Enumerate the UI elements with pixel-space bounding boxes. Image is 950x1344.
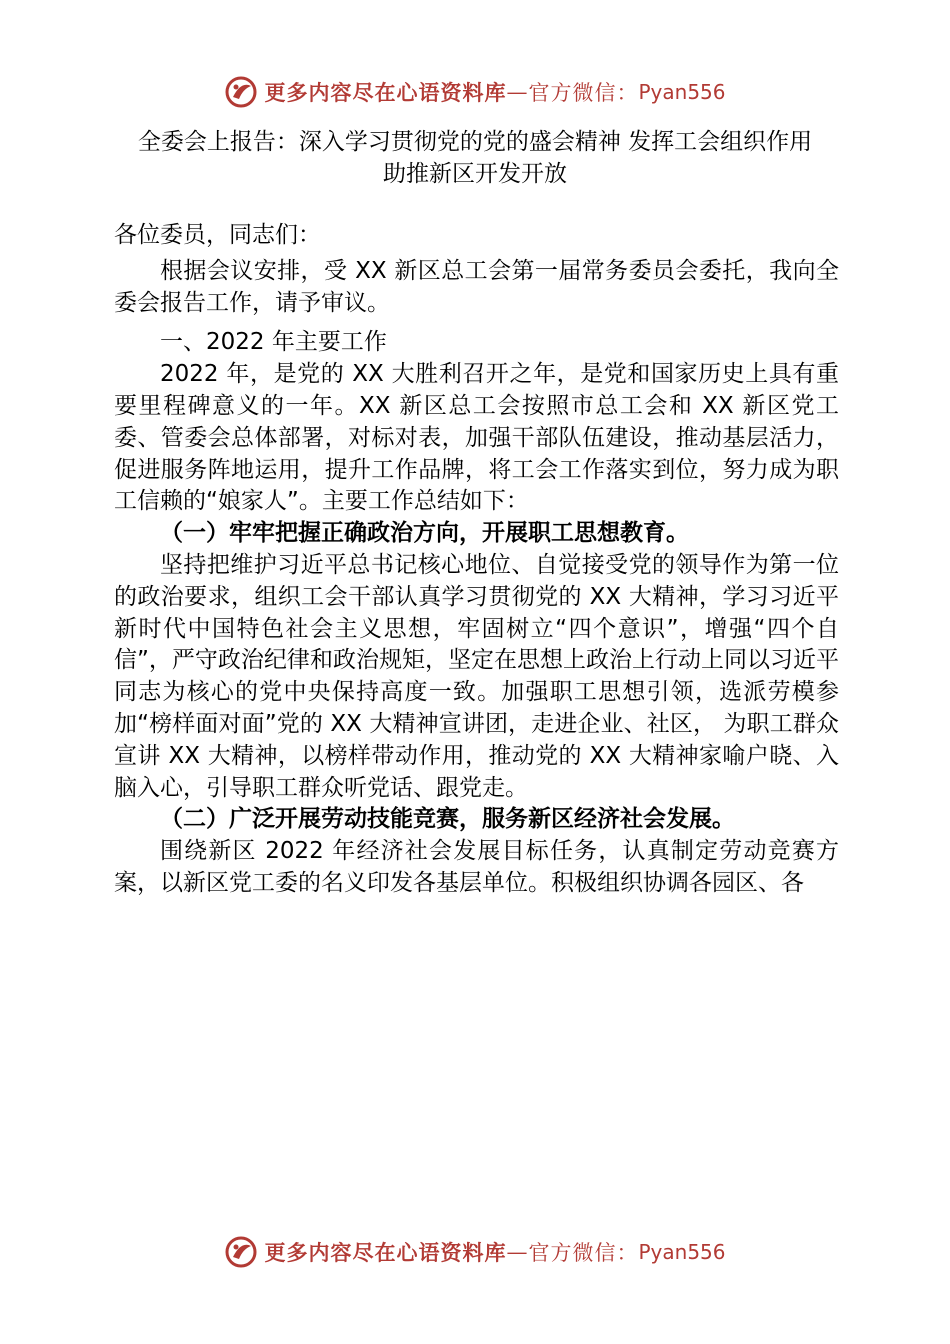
document-body [114,220,839,900]
section-heading-1: 一、2022 年主要工作 [160,329,387,356]
banner-brand-text: 更多内容尽在心语资料库 [264,80,507,105]
paragraph-2: 坚持把维护习近平总书记核心地位、自觉接受党的领导作为第一位的政治要求，组织工会干部认真学习贯彻党的 XX 大精神，学习习近平新时代中国特色社会主义思想，牢固树立“四个意识”，增强“四个自信”，严守政治纪律和政治规矩，坚定在思想上政治上行动上同以习近平同志为核心的党中央保持高度一致。加强职工思想引领，选派劳模参加“榜样面对面”党的 XX 大精神宣讲团，走进企业、社区， 为职工群众宣讲 XX 大精神，以榜样带动作用，推动党的 XX 大精神家喻户晓、入脑入心，引导职工群众听党话、跟党走。 [114,551,839,801]
title-line-2: 助推新区开发开放 [383,161,567,187]
banner-dash: — [506,1240,529,1264]
header-watermark-banner [0,72,950,112]
banner-account: Pyan556 [638,80,726,104]
title-line-1: 全委会上报告：深入学习贯彻党的党的盛会精神 发挥工会组织作用 [137,129,813,155]
banner-dash: — [506,80,529,104]
paragraph-1: 2022 年，是党的 XX 大胜利召开之年，是党和国家历史上具有重要里程碑意义的一年。XX 新区总工会按照市总工会和 XX 新区党工委、管委会总体部署，对标对表，加强干部队伍建设，推动基层活力，促进服务阵地运用，提升工作品牌，将工会工作落实到位，努力成为职工信赖的“娘家人”。主要工作总结如下： [114,361,839,515]
footer-watermark-banner [0,1232,950,1272]
banner-wechat-label: 官方微信： [528,1241,639,1265]
intro-paragraph: 根据会议安排，受 XX 新区总工会第一届常务委员会委托，我向全委会报告工作，请予审议。 [114,257,839,316]
salutation: 各位委员，同志们： [114,222,321,248]
banner-wechat-label: 官方微信： [528,81,639,105]
paragraph-3: 围绕新区 2022 年经济社会发展目标任务，认真制定劳动竞赛方案，以新区党工委的名义印发各基层单位。积极组织协调各园区、各 [114,838,839,896]
banner-brand-text: 更多内容尽在心语资料库 [264,1240,507,1265]
subheading-2: （二）广泛开展劳动技能竞赛，服务新区经济社会发展。 [160,806,735,833]
subheading-1: （一）牢牢把握正确政治方向，开展职工思想教育。 [160,520,689,547]
brand-logo-icon [224,75,258,109]
document-title [100,126,850,190]
banner-account: Pyan556 [638,1240,726,1264]
brand-logo-icon [224,1235,258,1269]
